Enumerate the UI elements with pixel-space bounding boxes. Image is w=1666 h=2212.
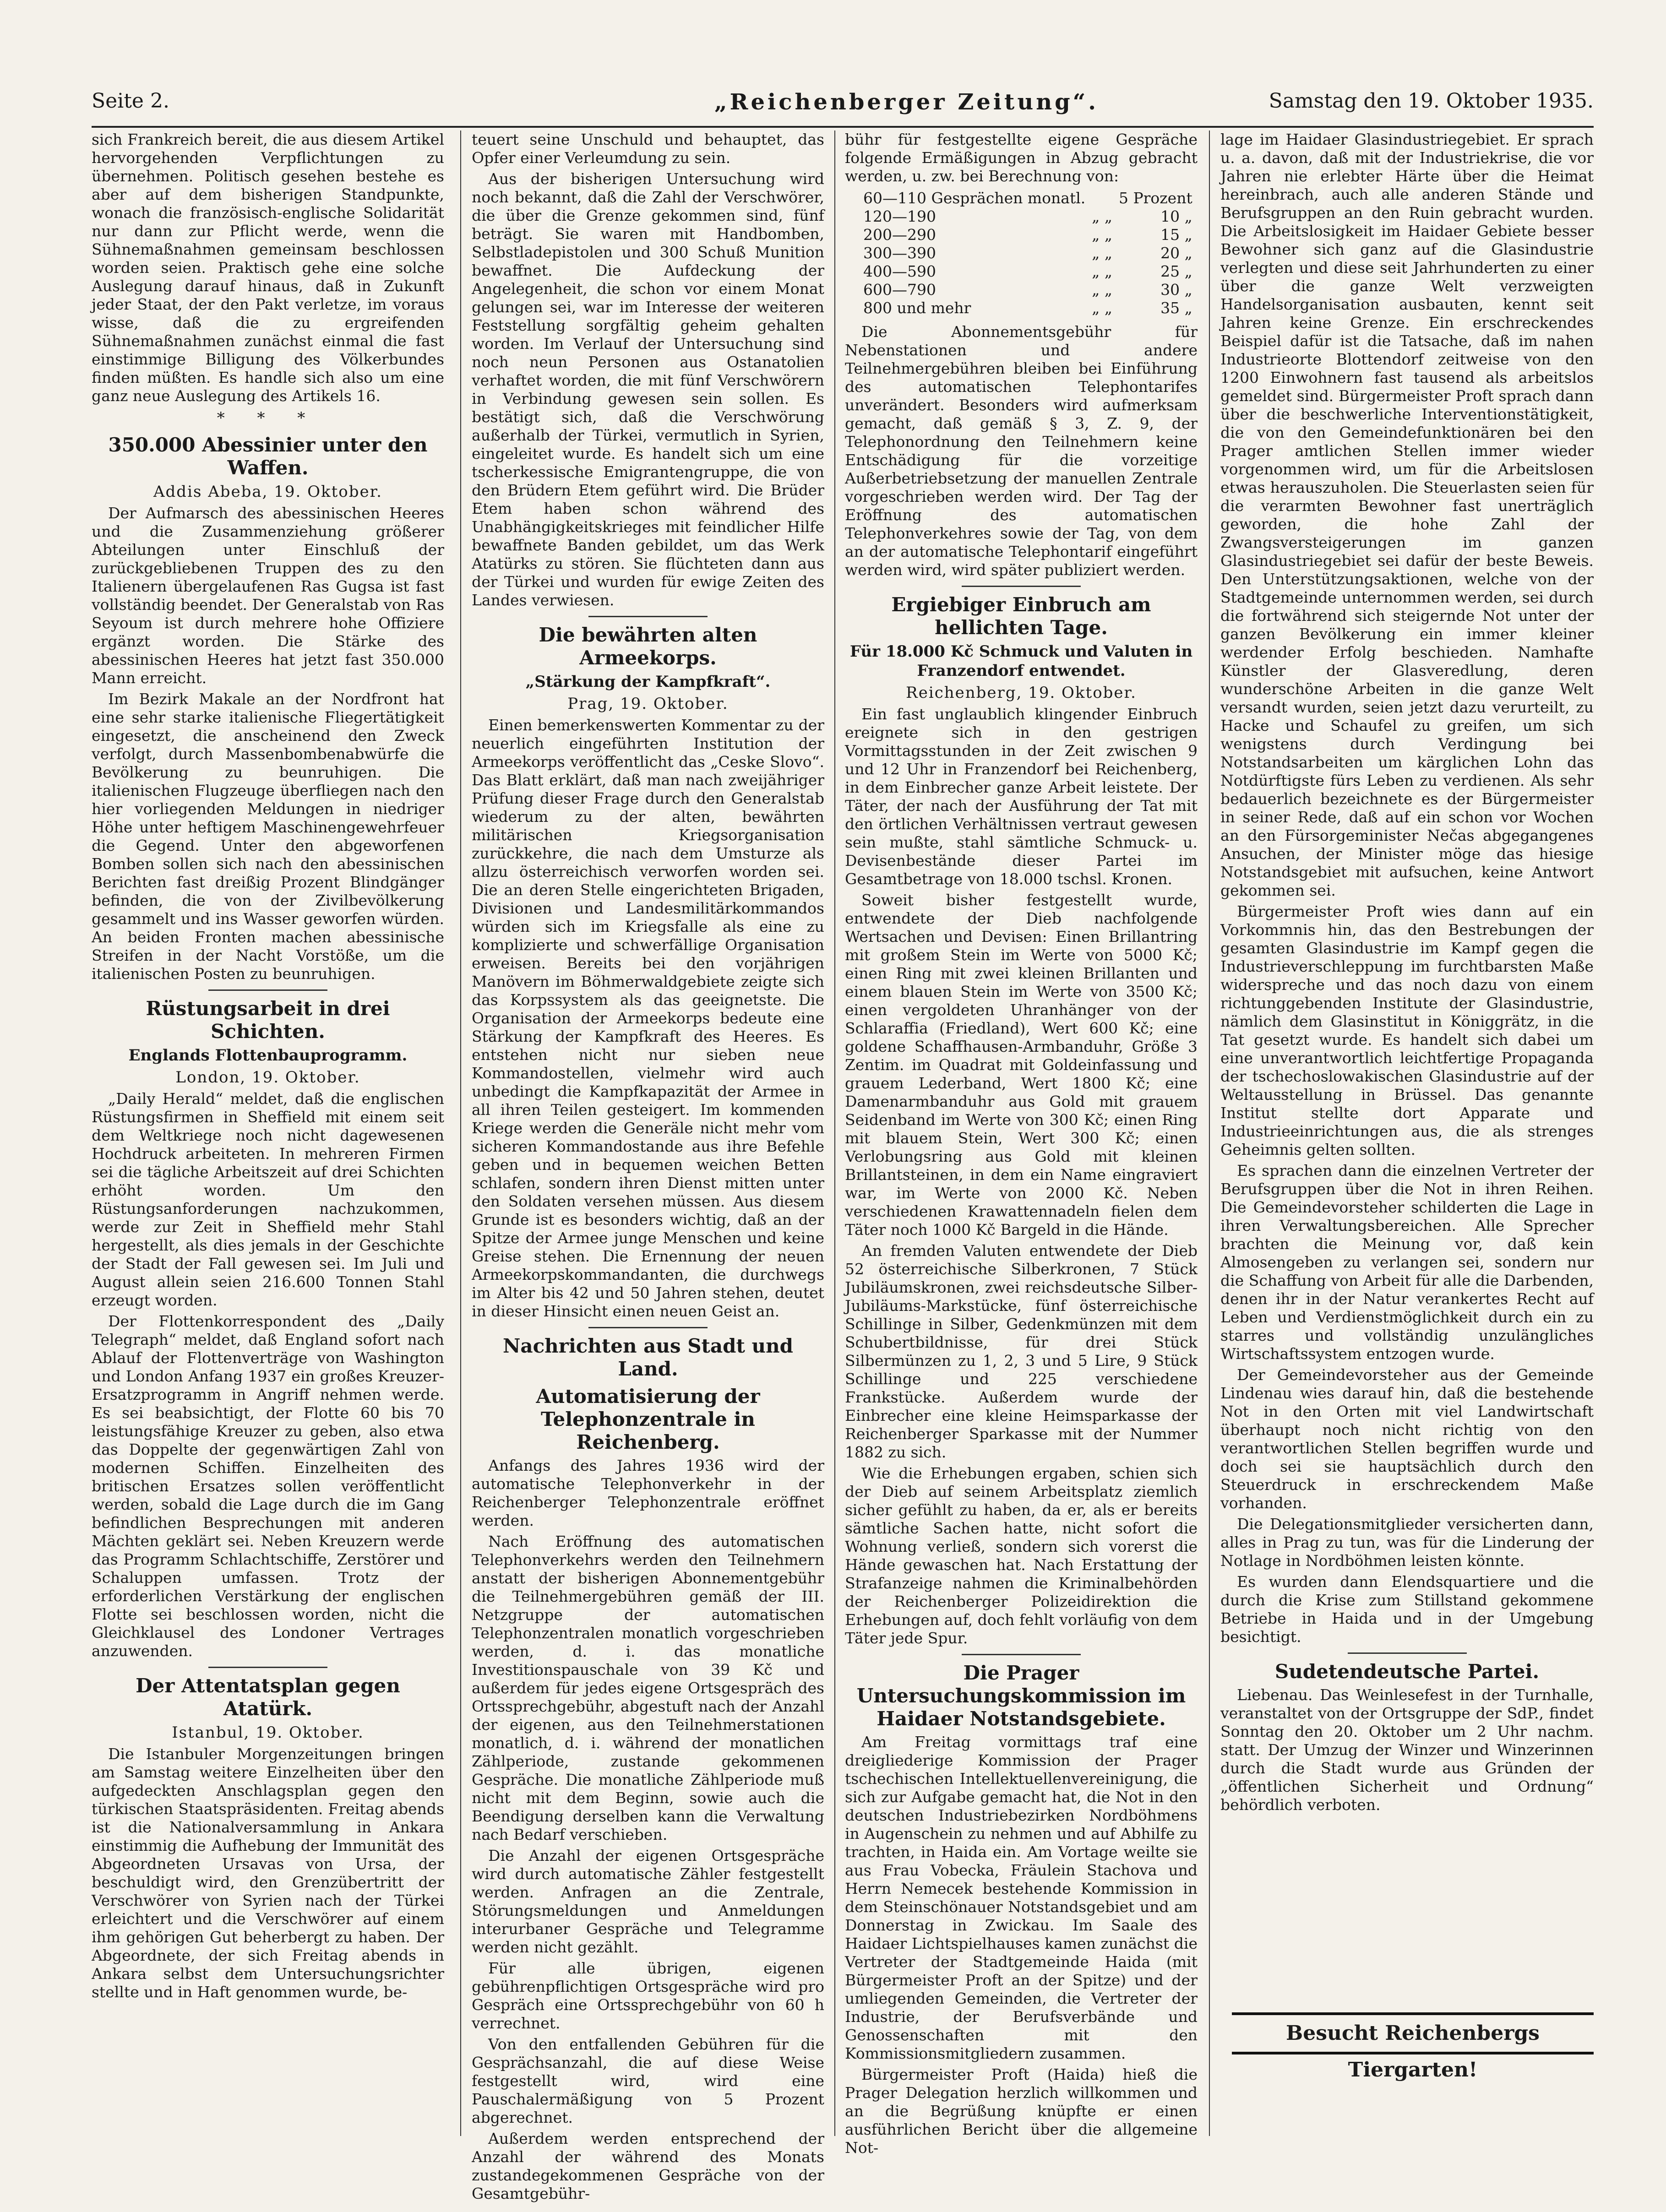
article-paragraph: Von den entfallenden Gebühren für die Gesprächsanzahl, die auf diese Weise festgestellt wird, wird eine Pauschalermäßigung von 5 Prozent abgerechnet. [472,2035,824,2126]
article-dateline: London, 19. Oktober. [175,1068,360,1087]
table-cell: 600—790 [863,281,936,299]
article-separator [1348,1652,1467,1654]
article-paragraph: Die Istanbuler Morgenzeitungen bringen am Samstag weitere Einzelheiten über den aufgedeckten Anschlagsplan gegen den türkischen Staatspräsidenten. Freitag abends ist die Nationalversammlung in Ankara einstimmig die Aufhebung der Immunität des Abgeordneten Ursavas von Ursa, der beschuldigt wird, den Grenzübertritt der Verschwörer von Syrien nach der Türkei erleichtert und die Verschwörer auf einem ihm gehörigen Gut beherbergt zu haben. Der Abgeordnete, der sich Freitag abends in Ankara selbst dem Untersuchungsrichter stellte und in Haft genommen wurde, be- [92,1745,444,2001]
table-cell: 200—290 [863,226,936,244]
table-cell: „ „ [1092,244,1112,262]
article-paragraph: Bürgermeister Proft wies dann auf ein Vorkommnis hin, das den Bestrebungen der gesamten Glasindustrie im Kampf gegen die Industrieverschleppung im furchtbarsten Maße widerspreche und das noch dazu von einem richtunggebenden Institute der Glasindustrie, nämlich dem Glasinstitut in Königgrätz, in die Tat gesetzt wurde. Es handelt sich dabei um eine unverantwortlich leichtfertige Propaganda der tschechoslowakischen Glasindustrie auf der Weltausstellung in Brüssel. Das genannte Institut stellte dort Apparate und Industrieeinrichtungen aus, die als strenges Geheimnis gelten sollten. [1220,902,1594,1158]
section-separator: * * * [217,409,319,427]
article-paragraph: Bürgermeister Proft (Haida) hieß die Prager Delegation herzlich willkommen und an die Begrüßung knüpfte er einen ausführlichen Bericht über die allgemeine Not- [845,2065,1198,2157]
article-paragraph: Der Aufmarsch des abessinischen Heeres und die Zusammenziehung größerer Abteilungen unter Einschluß der zurückgebliebenen Truppen des zu den Italienern übergelaufenen Ras Gugsa ist fast vollständig beendet. Der Generalstab von Ras Seyoum ist durch mehrere hohe Offiziere ergänzt worden. Die Stärke des abessinischen Heeres hat jetzt fast 350.000 Mann erreicht. [92,504,444,687]
page-header [92,89,1594,121]
table-cell: „ „ [1092,226,1112,244]
article-headline: Rüstungsarbeit in drei Schichten. [146,997,390,1043]
table-cell: „ „ [1092,262,1112,280]
article-separator [962,1654,1081,1655]
article-paragraph: Ein fast unglaublich klingender Einbruch ereignete sich in den gestrigen Vormittagsstunden in der Zeit zwischen 9 und 12 Uhr in Franzendorf bei Reichenberg, in dem Einbrecher ganze Arbeit leistete. Der Täter, der nach der Ausführung der Tat mit den örtlichen Verhältnissen vertraut gewesen sein mußte, stahl sämtliche Schmuck- u. Devisenbestände dieser Partei im Gesamtbetrage von 18.000 tschsl. Kronen. [845,705,1198,888]
table-row [863,189,1199,207]
article-dateline: Prag, 19. Oktober. [567,695,729,713]
table-row [863,299,1199,317]
article-headline: Die Prager Untersuchungskommission im Haidaer Notstandsgebiete. [856,1662,1186,1730]
article-paragraph: Die Abonnementsgebühr für Nebenstationen und andere Teilnehmergebühren bleiben bei Einführung des automatischen Telephontarifes unverändert. Besonders wird aufmerksam gemacht, daß gemäß § 3, Z. 9, der Telephonordnung den Teilnehmern keine Entschädigung für die vorzeitige Außerbetriebsetzung der manuellen Zentrale vorgeschrieben werden wird. Der Tag der Eröffnung des automatischen Telephonverkehres sowie der Tag, von dem an der automatische Telephontarif eingeführt werden wird, wird später publiziert werden. [845,323,1198,579]
article-paragraph: Anfangs des Jahres 1936 wird der automatische Telephonverkehr in der Reichenberger Telephonzentrale eröffnet werden. [472,1457,824,1529]
article-dateline: Istanbul, 19. Oktober. [172,1723,364,1742]
article-headline: 350.000 Abessinier unter den Waffen. [108,434,428,479]
article-separator [588,1327,708,1328]
article-paragraph: Wie die Erhebungen ergaben, schien sich der Dieb auf seinem Arbeitsplatz ziemlich sicher gefühlt zu haben, da er, als er bereits sämtliche Sachen hatte, nicht sofort die Wohnung verließ, sondern sich vorerst die Hände gewaschen hat. Nach Erstattung der Strafanzeige nahmen die Kriminalbehörden der Reichenberger Polizeidirektion die Erhebungen auf, doch fehlt vorläufig von dem Täter jede Spur. [845,1464,1198,1647]
article-continuation: bühr für festgestellte eigene Gespräche folgende Ermäßigungen in Abzug gebracht werden, u. zw. bei Berechnung von: [845,130,1198,185]
article-subheadline: Englands Flottenbauprogramm. [128,1046,408,1065]
column-divider [834,130,835,2136]
table-cell: „ „ [1092,281,1112,299]
table-cell: „ „ [1092,207,1112,225]
article-separator [588,616,708,617]
article-headline: Ergiebiger Einbruch am hellichten Tage. [891,593,1151,639]
article-subheadline: Für 18.000 Kč Schmuck und Valuten in Franzendorf entwendet. [849,642,1193,680]
advertisement-banner: Besucht Reichenbergs Tiergarten! [1232,2012,1594,2054]
article-headline: Der Attentatsplan gegen Atatürk. [136,1674,400,1720]
table-cell: 30 „ [1160,281,1192,299]
section-heading: Nachrichten aus Stadt und Land. [503,1335,793,1380]
article-headline: Automatisierung der Telephonzentrale in Reichenberg. [536,1385,760,1453]
table-cell: „ „ [1092,299,1112,317]
column-1 [92,130,444,2136]
table-cell: 120—190 [863,207,936,225]
article-paragraph: Die Delegationsmitglieder versicherten dann, alles in Prag zu tun, was für die Linderung der Notlage in Nordböhmen leisten könnte. [1220,1515,1594,1570]
article-paragraph: An fremden Valuten entwendete der Dieb 52 österreichische Silberkronen, 7 Stück Jubiläumskronen, zwei reichsdeutsche Silber-Jubiläums-Markstücke, fünf österreichische Schillinge in Silber, Gedenkmünzen mit dem Schubertbildnisse, für drei Stück Silbermünzen zu 1, 2, 3 und 5 Lire, 9 Stück Schillinge und 225 verschiedene Frankstücke. Außerdem wurde der Einbrecher eine kleine Heimsparkasse der Reichenberger Sparkasse mit der Nummer 1882 zu sich. [845,1242,1198,1461]
table-row [863,281,1199,299]
article-paragraph: Einen bemerkenswerten Kommentar zu der neuerlich eingeführten Institution der Armeekorps veröffentlicht das „Ceske Slovo“. Das Blatt erklärt, daß man nach zweijähriger Prüfung dieser Frage durch den Generalstab wiederum zu der alten, bewährten militärischen Kriegsorganisation zurückkehre, die nach dem Umsturze als allzu österreichisch verworfen worden sei. Die an deren Stelle eingerichteten Brigaden, Divisionen und Landesmilitärkommandos würden sich im Kriegsfalle als eine zu komplizierte und schwerfällige Organisation erweisen. Bereits bei den vorjährigen Manövern im Böhmerwaldgebiete zeigte sich das Korpssystem als das geeignetste. Die Organisation der Armeekorps bedeute eine Stärkung der Kampfkraft des Heeres. Es entstehen nicht nur sieben neue Kommandostellen, vielmehr wird auch unbedingt die Kampfkapazität der Armee in all ihren Teilen gesteigert. Im kommenden Kriege werden die Generäle nicht mehr vom sicheren Kommandostande aus ihre Befehle geben und in bequemen weichen Betten schlafen, sondern ihren Dienst mitten unter den Soldaten versehen müssen. Aus diesem Grunde ist es besonders wichtig, daß an der Spitze der Armee junge Menschen und keine Greise stehen. Die Ernennung der neuen Armeekorpskommandanten, die durchwegs im Alter bis 42 und 50 Jahren stehen, deutet in dieser Hinsicht einen neuen Geist an. [472,716,824,1320]
article-subheadline: „Stärkung der Kampfkraft“. [525,673,771,691]
article-paragraph: Der Flottenkorrespondent des „Daily Telegraph“ meldet, daß England sofort nach Ablauf der Flottenverträge von Washington und London Anfang 1937 ein großes Kreuzer-Ersatzprogramm in Angriff nehmen werde. Es sei beabsichtigt, der Flotte 60 bis 70 leistungsfähige Kreuzer zu geben, also etwa das Doppelte der gegenwärtigen Zahl von modernen Schiffen. Einzelheiten des britischen Ersatzes sollen veröffentlicht werden, sobald die Lage durch die im Gang befindlichen Besprechungen mit anderen Mächten geklärt sei. Neben Kreuzern werde das Programm Schlachtschiffe, Zerstörer und Schaluppen umfassen. Trotz der erforderlichen Verstärkung der englischen Flotte sei beschlossen worden, nicht die Gleichklausel des Londoner Vertrages anzuwenden. [92,1312,444,1660]
article-headline: Sudetendeutsche Partei. [1274,1660,1540,1683]
article-paragraph: Am Freitag vormittags traf eine dreigliederige Kommission der Prager tschechischen Intellektuellenvereinigung, die sich zur Aufgabe gemacht hat, die Not in den deutschen Industriebezirken Nordböhmens in Augenschein zu nehmen und auf Abhilfe zu trachten, in Haida ein. Am Vortage weilte sie aus Frau Vobecka, Fräulein Stachova und Herrn Nemecek bestehende Kommission in dem Steinschönauer Notstandsgebiet und am Donnerstag in Zwickau. Im Saale des Haidaer Lichtspielhauses kamen zunächst die Vertreter der Stadtgemeinde Haida (mit Bürgermeister Proft an der Spitze) und der umliegenden Gemeinden, die Vertreter der Industrie, der Berufsverbände und Genossenschaften mit den Kommissionsmitgliedern zusammen. [845,1733,1198,2062]
table-cell: 60—110 Gesprächen monatl. [863,189,1086,207]
article-dateline: Addis Abeba, 19. Oktober. [153,483,382,501]
table-cell: 25 „ [1160,262,1192,280]
article-continuation: lage im Haidaer Glasindustriegebiet. Er sprach u. a. davon, daß mit der Industriekrise, die vor Jahren nie erlebter Härte über die Heimat hereinbrach, auch alle anderen Stände und Berufsgruppen an den Ruin gebracht wurden. Die Arbeitslosigkeit im Haidaer Gebiete besser Bewohner sich ganz auf die Glasindustrie verlegten und diese seit Jahrhunderten zu einer über die ganze Welt verzweigten Handelsorganisation ausbauten, kennt seit Jahren keine Grenze. Ein erschreckendes Beispiel dafür ist die Tatsache, daß im nahen Industrieorte Blottendorf zeitweise von den 1200 Einwohnern fast tausend als arbeitslos gemeldet sind. Bürgermeister Proft sprach dann über die beschwerliche Interventionstätigkeit, die von den Gemeindefunktionären bei den Prager amtlichen Stellen immer wieder vorgenommen wird, um für die Arbeitslosen etwas herauszuholen. Die Steuerlasten seien für die verarmten Bewohner fast unerträglich geworden, die hohe Zahl der Zwangsversteigerungen im ganzen Glasindustriegebiet sei dafür der beste Beweis. Den Unterstützungsaktionen, welche von der Stadtgemeinde unternommen werden, sei durch die fortwährend sich steigernde Not unter der ganzen Bevölkerung ein immer kleiner werdender Erfolg beschieden. Namhafte Künstler der Glasveredlung, deren wunderschöne Arbeiten in die ganze Welt versandt wurden, seien jetzt dazu verurteilt, zu Hacke und Schaufel zu greifen, um sich wenigstens durch Verdingung bei Notstandsarbeiten um kärglichen Lohn das Notdürftigste fürs Leben zu verdienen. Als sehr bedauerlich bezeichnete es der Bürgermeister in seiner Rede, daß auf ein schon vor Wochen an den Fürsorgeminister Nečas abgegangenes Ansuchen, der Minister möge das hiesige Notstandsgebiet mit aufsuchen, keine Antwort gekommen sei. [1220,130,1594,899]
article-paragraph: Liebenau. Das Weinlesefest in der Turnhalle, veranstaltet von der Ortsgruppe der SdP., findet Sonntag den 20. Oktober um 2 Uhr nachm. statt. Der Umzug der Winzer und Winzerinnen durch die Stadt wurde aus Gründen der „öffentlichen Sicherheit und Ordnung“ behördlich verboten. [1220,1686,1594,1814]
article-paragraph: Im Bezirk Makale an der Nordfront hat eine sehr starke italienische Fliegertätigkeit eingesetzt, die anscheinend den Zweck verfolgt, durch Massenbombenabwürfe die Bevölkerung zu beunruhigen. Die italienischen Flugzeuge überfliegen nach den hier vorliegenden Meldungen in niedriger Höhe unter heftigem Maschinengewehrfeuer die Gegend. Unter den abgeworfenen Bomben sollen sich nach den abessinischen Berichten fast dreißig Prozent Blindgänger befinden, die von der Zivilbevölkerung gesammelt und ins Wasser geworfen würden. An beiden Fronten machen abessinische Streifen in der Nacht Vorstöße, um die italienischen Posten zu beunruhigen. [92,690,444,983]
column-2 [472,130,824,2202]
table-cell: 800 und mehr [863,299,971,317]
table-cell: 400—590 [863,262,936,280]
article-separator [962,586,1081,587]
article-paragraph: Der Gemeindevorsteher aus der Gemeinde Lindenau wies darauf hin, daß die bestehende Not in den Orten mit viel Landwirtschaft überhaupt noch nicht richtig von den verantwortlichen Stellen begriffen wurde und doch sei sie hauptsächlich durch den Steuerdruck in erschreckendem Maße vorhanden. [1220,1366,1594,1512]
table-cell: 20 „ [1160,244,1192,262]
header-rule [92,126,1594,128]
article-continuation: sich Frankreich bereit, die aus diesem Artikel hervorgehenden Verpflichtungen zu übernehmen. Politisch gesehen bestehe es aber auf dem bisherigen Standpunkte, wonach die französisch-englische Solidarität nur dann zur Pflicht werde, wenn die Sühnemaßnahmen gemeinsam beschlossen worden seien. Praktisch gehe eine solche Auslegung darauf hinaus, daß in Zukunft jeder Staat, der den Pakt verletze, im voraus wisse, daß die zu ergreifenden Sühnemaßnahmen zunächst einmal die fast einstimmige Billigung des Völkerbundes finden müßten. Es handle sich also um eine ganz neue Auslegung des Artikels 16. [92,130,444,405]
table-row [863,262,1199,281]
table-cell: 10 „ [1160,207,1192,225]
article-paragraph: Aus der bisherigen Untersuchung wird noch bekannt, daß die Zahl der Verschwörer, die über die Grenze gekommen sind, fünf beträgt. Sie waren mit Handbomben, Selbstladepistolen und 300 Schuß Munition bewaffnet. Die Aufdeckung der Angelegenheit, die schon vor einem Monat gelungen sei, war im Interesse der weiteren Feststellung sorgfältig geheim gehalten worden. Im Verlauf der Untersuchung sind noch neun Personen aus Ostanatolien verhaftet worden, die mit fünf Verschwörern in Verbindung gewesen sein sollen. Es bestätigt sich, daß die Verschwörung außerhalb der Türkei, vermutlich in Syrien, eingeleitet wurde. Es handelt sich um eine tscherkessische Emigrantengruppe, die von den Brüdern Etem geführt wird. Die Brüder Etem haben schon während des Unabhängigkeitskrieges mit feindlicher Hilfe bewaffnete Banden gebildet, um das Werk Atatürks zu stören. Sie flüchteten dann aus der Türkei und wurden für ewige Zeiten des Landes verwiesen. [472,170,824,609]
table-row [863,226,1199,244]
table-row [863,244,1199,262]
column-divider [460,130,461,2136]
table-cell: 35 „ [1160,299,1192,317]
table-row [863,207,1199,226]
article-paragraph: Nach Eröffnung des automatischen Telephonverkehrs werden den Teilnehmern anstatt der bisherigen Abonnementgebühr die Teilnehmergebühren gemäß der III. Netzgruppe der automatischen Telephonzentralen monatlich vorgeschrieben werden, d. i. das monatliche Investitionspauschale von 39 Kč und außerdem für jedes eigene Ortsgespräch des Ortssprechgebühr, abgestuft nach der Anzahl der eigenen, aus den Teilnehmerstationen monatlich, d. i. während der monatlichen Zählperiode, zustande gekommenen Gespräche. Die monatliche Zählperiode muß nicht mit dem Beginn, sowie auch die Beendigung derselben kann die Verwaltung nach Bedarf verschieben. [472,1533,824,1843]
column-3 [845,130,1198,2157]
fee-table [863,189,1199,317]
issue-date: Samstag den 19. Oktober 1935. [1269,89,1594,113]
article-paragraph: „Daily Herald“ meldet, daß die englischen Rüstungsfirmen in Sheffield mit einem seit dem Weltkriege noch nicht dagewesenen Hochdruck arbeiteten. In mehreren Firmen sei die tägliche Arbeitszeit auf drei Schichten erhöht worden. Um den Rüstungsanforderungen nachzukommen, werde zur Zeit in Sheffield mehr Stahl hergestellt, als dies jemals in der Geschichte der Stadt der Fall gewesen sei. Im Juli und August allein seien 216.600 Tonnen Stahl erzeugt worden. [92,1090,444,1309]
table-cell: 5 Prozent [1118,189,1192,207]
article-paragraph: Außerdem werden entsprechend der Anzahl der während des Monats zustandegekommenen Gespräche von der Gesamtgebühr- [472,2130,824,2202]
table-cell: 300—390 [863,244,936,262]
article-headline: Die bewährten alten Armeekorps. [539,624,757,669]
article-separator [208,1667,327,1668]
article-paragraph: Soweit bisher festgestellt wurde, entwendete der Dieb nachfolgende Wertsachen und Devisen: Einen Brillantring mit großem Stein im Werte von 5000 Kč; einen Ring mit zwei kleinen Brillanten und einem blauen Stein im Werte von 3500 Kč; einen vergoldeten Uhranhänger von der Schlaraffia (Friedland), Wert 600 Kč; eine goldene Schaffhausen-Armbanduhr, Größe 3 Zentim. im Quadrat mit Goldeinfassung und grauem Lederband, Wert 1800 Kč; eine Damenarmbanduhr aus Gold mit grauem Seidenband im Werte von 300 Kč; einen Ring mit blauem Stein, Wert 300 Kč; einen Verlobungsring aus Gold mit kleinen Brillantsteinen, in dem ein Name eingraviert war, im Werte von 2000 Kč. Neben verschiedenen Krawattennadeln fielen dem Täter noch 1000 Kč Bargeld in die Hände. [845,891,1198,1239]
article-paragraph: Es wurden dann Elendsquartiere und die durch die Krise zum Stillstand gekommene Betriebe in Haida und in der Umgebung besichtigt. [1220,1573,1594,1646]
article-separator [208,989,327,991]
newspaper-title: „Reichenberger Zeitung“. [714,89,1099,115]
article-paragraph: Die Anzahl der eigenen Ortsgespräche wird durch automatische Zähler festgestellt werden. Anfragen an die Zentrale, Störungsmeldungen und Anmeldungen interurbaner Gespräche und Telegramme werden nicht gezählt. [472,1847,824,1956]
column-divider [1209,130,1210,2136]
article-dateline: Reichenberg, 19. Oktober. [906,684,1137,702]
column-4 [1220,130,1594,2136]
table-cell: 15 „ [1160,226,1192,244]
article-continuation: teuert seine Unschuld und behauptet, das Opfer einer Verleumdung zu sein. [472,130,824,167]
page-number: Seite 2. [92,89,169,113]
article-paragraph: Es sprachen dann die einzelnen Vertreter der Berufsgruppen über die Not in ihren Reihen. Die Gemeindevorsteher schilderten die Lage in ihren Verwaltungsbereichen. Alle Sprecher brachten die Meinung vor, daß kein Almosengeben zu verlangen sei, sondern nur die Schaffung von Arbeit für alle die Darbenden, denen ihr in der Natur verankertes Recht auf Leben und Verdienstmöglichkeit durch ein zu starres und vollständig unzulängliches Wirtschaftssystem entzogen wurde. [1220,1162,1594,1363]
table-cell [1092,189,1119,207]
article-paragraph: Für alle übrigen, eigenen gebührenpflichtigen Ortsgespräche wird pro Gespräch eine Ortssprechgebühr von 60 h verrechnet. [472,1959,824,2032]
